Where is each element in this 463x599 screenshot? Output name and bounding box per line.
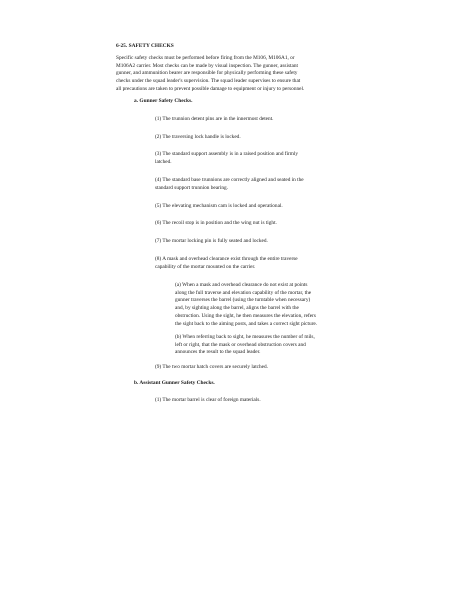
check-line: (1) The mortar barrel is clear of foreign materials. <box>155 397 261 403</box>
check-line: latched. <box>155 158 172 165</box>
gunner-check-item <box>155 177 304 192</box>
gunner-check-item <box>155 364 268 372</box>
check-line: (7) The mortar locking pin is fully seated and locked. <box>155 238 268 244</box>
gunner-check-item <box>155 238 268 246</box>
check-line: (9) The two mortar hatch covers are securely latched. <box>155 364 268 370</box>
check-line: (3) The standard support assembly is in a raised position and firmly <box>155 151 299 157</box>
sub-item-line: announces the result to the squad leader. <box>175 349 261 356</box>
gunner-check-item <box>155 116 273 124</box>
gunner-check-item <box>155 151 298 166</box>
sub-item-line: left or right, that the mask or overhead obstruction covers and <box>175 341 306 348</box>
check-line: (2) The traversing lock handle is locked. <box>155 134 241 140</box>
gunner-sub-item <box>175 334 315 357</box>
check-line: (8) A mask and overhead clearance exist through the entire traverse <box>155 256 298 262</box>
check-line: capability of the mortar mounted on the carrier. <box>155 263 256 270</box>
intro-line: all precautions are taken to prevent possible damage to equipment or injury to personnel. <box>116 85 305 92</box>
intro-paragraph <box>116 55 304 94</box>
check-line: (4) The standard base trunnions are correctly aligned and seated in the <box>155 177 304 183</box>
section-title: 6-25. SAFETY CHECKS <box>116 43 174 49</box>
intro-line: checks under the squad leader's supervision. The squad leader supervises to ensure that <box>116 78 301 85</box>
sub-item-line: the sight back to the aiming posts, and takes a correct sight picture. <box>175 320 318 327</box>
sub-item-line: (b) When referring back to sight, he measures the number of mils, <box>175 334 315 340</box>
sub-item-line: gunner traverses the barrel (using the turntable when necessary) <box>175 297 311 304</box>
check-line: (6) The recoil stop is in position and the wing nut is tight. <box>155 220 277 226</box>
intro-line: gunner, and ammunition bearer are responsible for physically performing these safety <box>116 70 298 77</box>
gunner-check-item <box>155 256 298 271</box>
gunner-check-item <box>155 220 277 228</box>
sub-item-line: obstruction. Using the sight, he then measures the elevation, refers <box>175 312 316 319</box>
sub-item-line: along the full traverse and elevation capability of the mortar, the <box>175 289 312 296</box>
gunner-check-item <box>155 134 241 142</box>
assistant-check-item <box>155 397 261 405</box>
gunner-sub-item <box>175 282 317 328</box>
sub-item-line: and, by sighting along the barrel, aligns the barrel with the <box>175 305 299 312</box>
gunner-checks-heading: a. Gunner Safety Checks. <box>134 98 193 104</box>
check-line: standard support trunnion bearing. <box>155 184 228 191</box>
sub-item-line: (a) When a mask and overhead clearance do not exist at points <box>175 282 308 288</box>
intro-line: Specific safety checks must be performed before firing from the M106, M106A1, or <box>116 55 295 61</box>
check-line: (5) The elevating mechanism cam is locked and operational. <box>155 203 283 209</box>
intro-line: M106A2 carrier. Most checks can be made by visual inspection. The gunner, assistant <box>116 62 298 69</box>
gunner-check-item <box>155 203 283 211</box>
assistant-checks-heading: b. Assistant Gunner Safety Checks. <box>134 380 215 386</box>
check-line: (1) The trunnion detent pins are in the innermost detent. <box>155 116 274 122</box>
